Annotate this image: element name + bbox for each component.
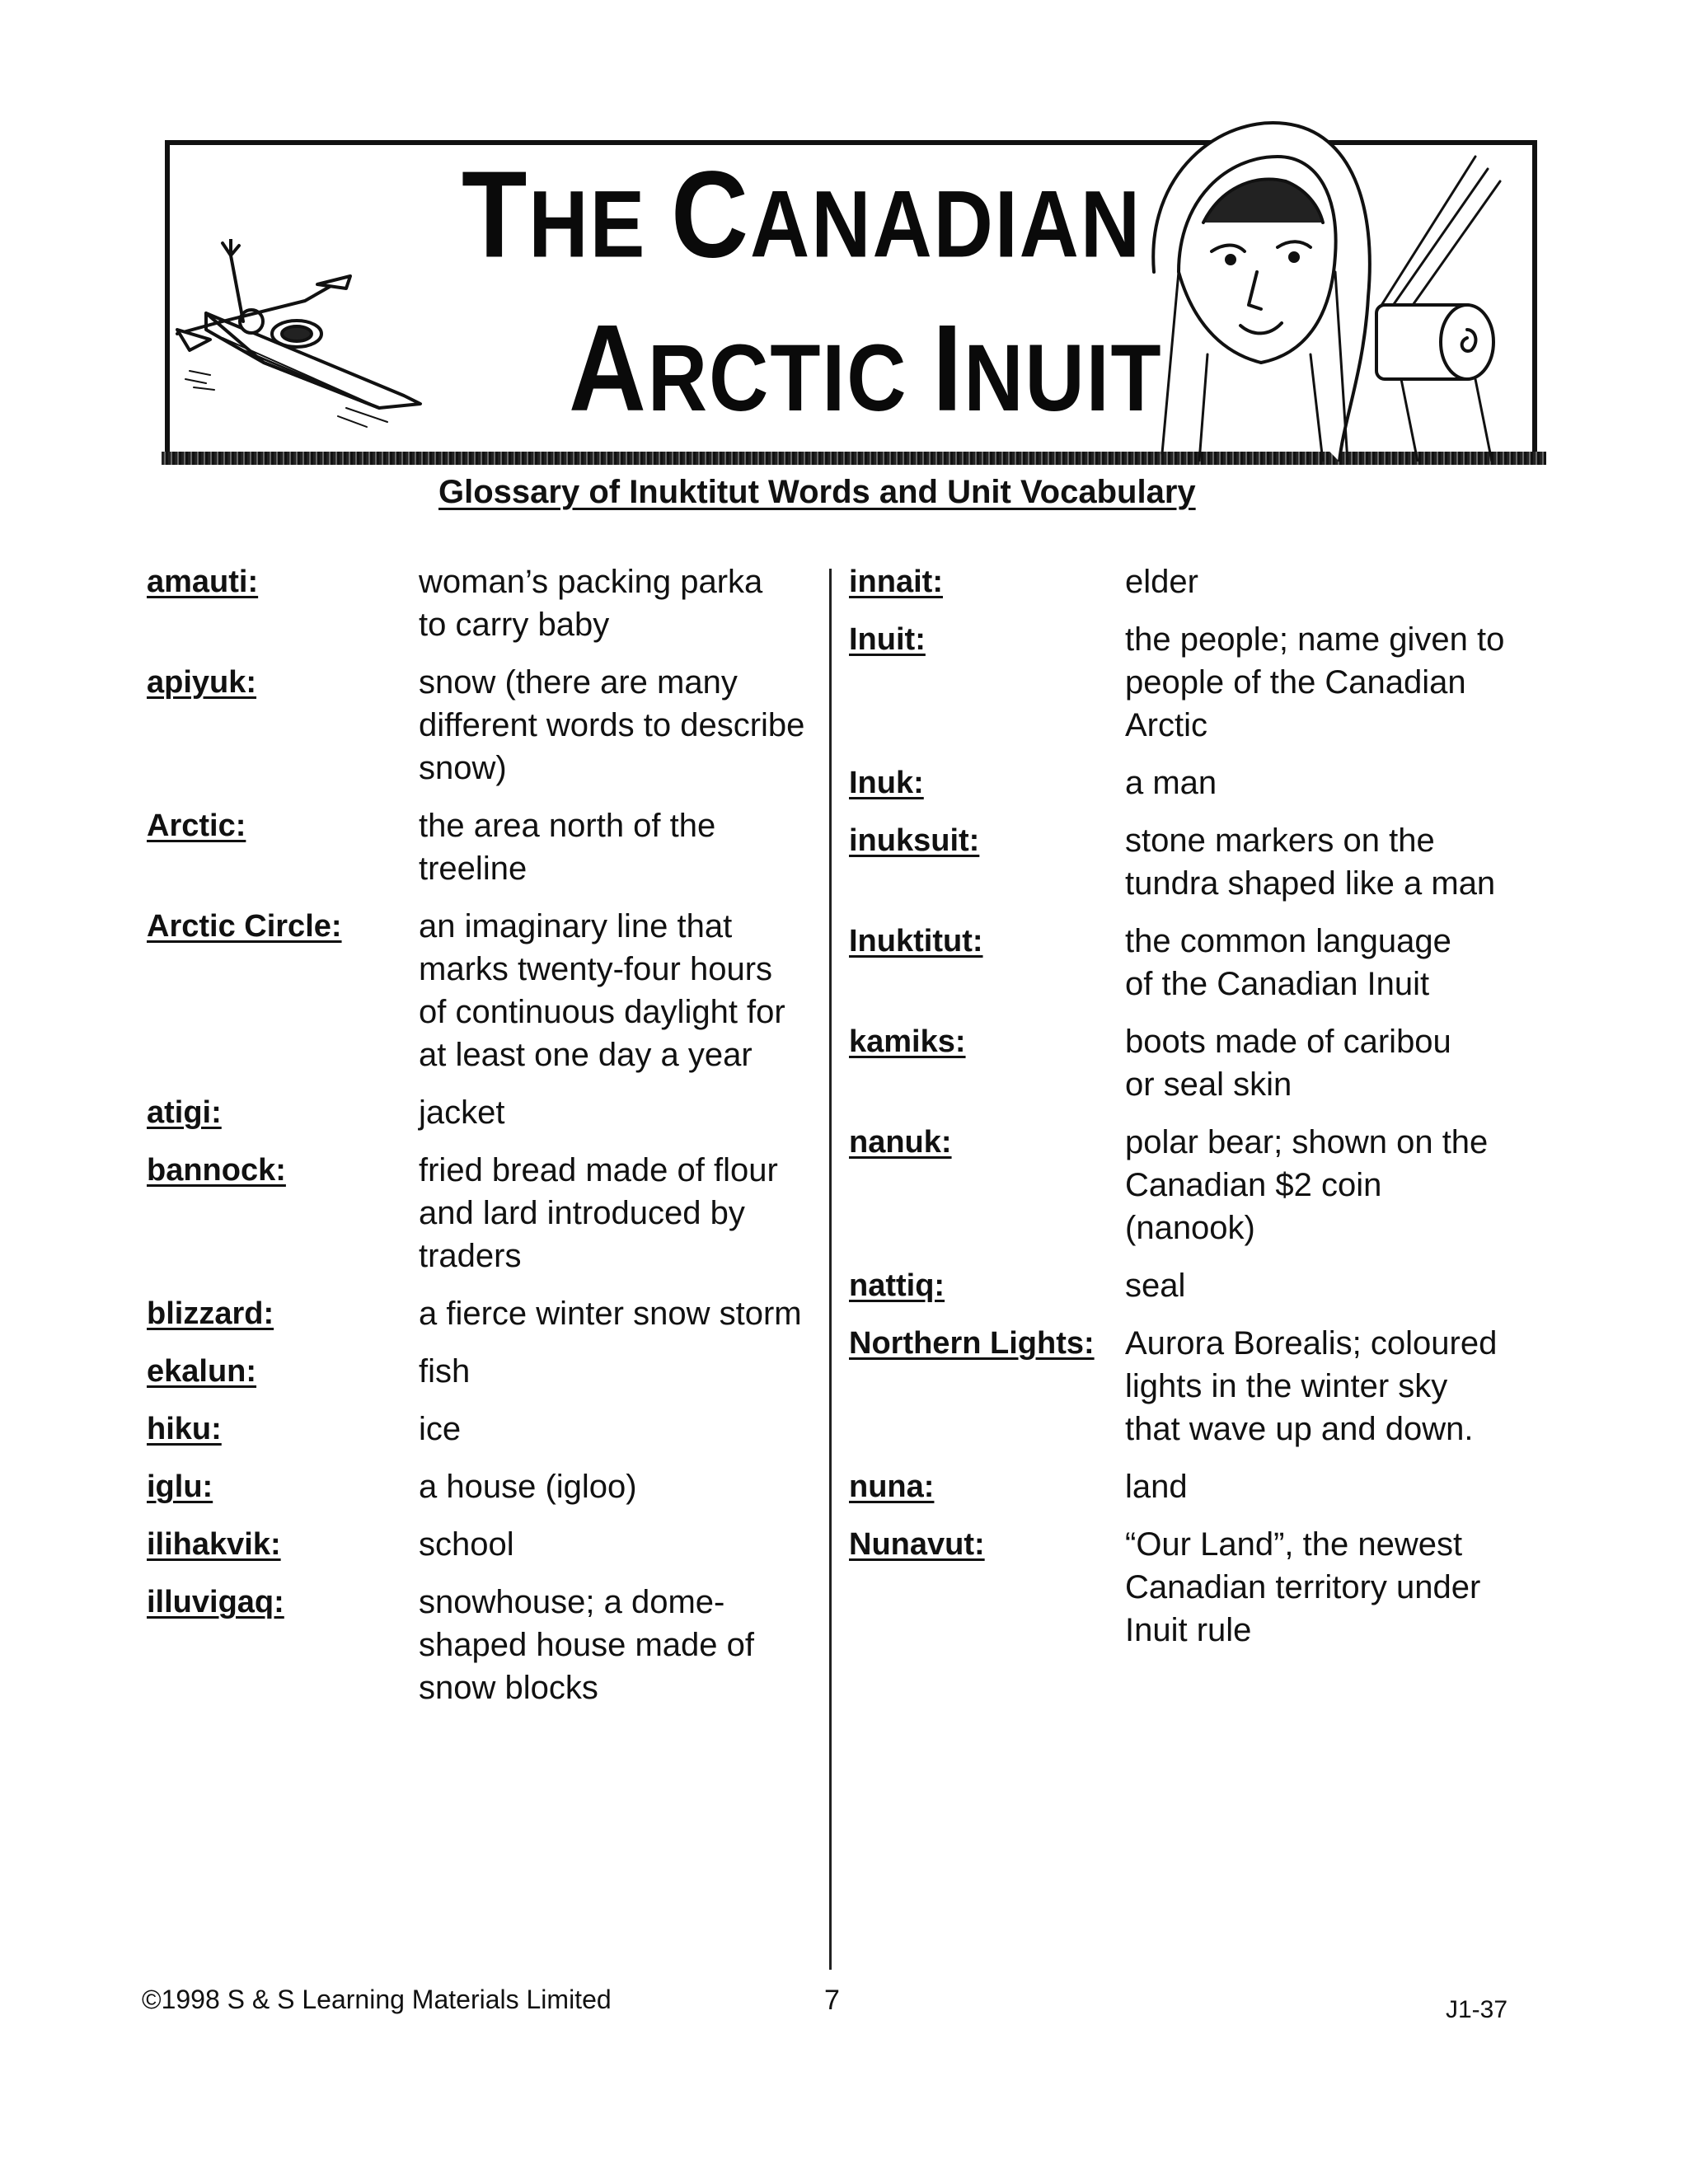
glossary-entry (147, 661, 823, 790)
glossary-definition: the common language of the Canadian Inuit (1125, 923, 1451, 1002)
glossary-subtitle: Glossary of Inuktitut Words and Unit Vocabulary (438, 474, 1196, 510)
glossary-term: nuna: (849, 1469, 935, 1504)
glossary-definition: woman’s packing parka to carry baby (419, 564, 763, 643)
glossary-entry (147, 1149, 823, 1277)
glossary-entry (147, 1091, 823, 1134)
glossary-term: nanuk: (849, 1125, 952, 1160)
glossary-term: Arctic: (147, 808, 246, 843)
glossary-definition: the people; name given to people of the Canadian Arctic (1125, 621, 1505, 743)
glossary-term: kamiks: (849, 1024, 966, 1059)
glossary-column-left (147, 560, 823, 1724)
title-line-1 (462, 144, 1163, 284)
page-title (462, 144, 1163, 437)
glossary-definition: seal (1125, 1268, 1186, 1304)
glossary-term: amauti: (147, 565, 259, 599)
glossary-entry (849, 762, 1558, 804)
glossary-term: atigi: (147, 1095, 222, 1130)
glossary-term: Inuk: (849, 766, 924, 800)
glossary-entry (147, 1523, 823, 1566)
glossary-entry (849, 560, 1558, 603)
glossary-definition: school (419, 1526, 514, 1563)
glossary-entry (147, 560, 823, 646)
title-initial: C (671, 144, 751, 284)
glossary-entry (849, 1322, 1558, 1451)
glossary-definition: snow (there are many different words to describe snow) (419, 664, 805, 786)
glossary-definition: elder (1125, 564, 1198, 600)
title-line-2 (569, 298, 1163, 437)
inuit-man-illustration-icon (1129, 107, 1558, 462)
glossary-definition: land (1125, 1469, 1188, 1505)
glossary-entry (849, 1523, 1558, 1652)
glossary-term: Inuktitut: (849, 924, 983, 958)
glossary-entry (849, 618, 1558, 747)
glossary-entry (849, 1264, 1558, 1307)
glossary-definition: fish (419, 1353, 471, 1390)
title-text: ANADIAN (750, 171, 1142, 278)
glossary-definition: stone markers on the tundra shaped like a man (1125, 823, 1496, 902)
glossary-term: ilihakvik: (147, 1527, 281, 1562)
column-divider (829, 569, 832, 1970)
page-number: 7 (824, 1985, 840, 2016)
glossary-definition: boots made of caribou or seal skin (1125, 1024, 1451, 1103)
glossary-definition: “Our Land”, the newest Canadian territory under Inuit rule (1125, 1526, 1481, 1648)
glossary-term: iglu: (147, 1469, 213, 1504)
glossary-definition: a fierce winter snow storm (419, 1296, 802, 1332)
glossary-entry (147, 1292, 823, 1335)
glossary-entry (147, 1350, 823, 1393)
glossary-column-right (849, 560, 1558, 1666)
glossary-term: illuvigaq: (147, 1585, 284, 1619)
glossary-term: inuksuit: (849, 823, 980, 858)
glossary-term: Nunavut: (849, 1527, 985, 1562)
copyright-notice: ©1998 S & S Learning Materials Limited (142, 1985, 612, 2014)
title-text: NUIT (964, 325, 1163, 432)
glossary-term: Northern Lights: (849, 1326, 1095, 1361)
glossary-entry (849, 819, 1558, 905)
title-text: HE (528, 171, 672, 278)
title-text: RCTIC (647, 325, 933, 432)
glossary-definition: fried bread made of flour and lard introduced by traders (419, 1152, 778, 1274)
glossary-entry (147, 1465, 823, 1508)
glossary-definition: a house (igloo) (419, 1469, 637, 1505)
glossary-term: Inuit: (849, 622, 926, 657)
glossary-term: ekalun: (147, 1354, 257, 1389)
glossary-term: innait: (849, 565, 943, 599)
title-initial: A (569, 298, 648, 437)
glossary-definition: ice (419, 1411, 462, 1447)
glossary-entry (849, 1020, 1558, 1106)
glossary-entry (849, 920, 1558, 1005)
glossary-entry (147, 804, 823, 890)
glossary-term: apiyuk: (147, 665, 257, 700)
glossary-definition: the area north of the treeline (419, 808, 716, 887)
glossary-term: nattiq: (849, 1268, 945, 1303)
glossary-definition: jacket (419, 1094, 505, 1131)
glossary-definition: snowhouse; a dome-shaped house made of snow blocks (419, 1584, 754, 1706)
glossary-entry (147, 1581, 823, 1709)
glossary-entry (147, 1408, 823, 1451)
glossary-definition: an imaginary line that marks twenty-four hours of continuous daylight for at least one day a year (419, 908, 785, 1073)
product-code: J1-37 (1446, 1996, 1508, 2023)
kayak-illustration-icon (173, 239, 552, 437)
glossary-entry (849, 1121, 1558, 1249)
glossary-definition: polar bear; shown on the Canadian $2 coin (nanook) (1125, 1124, 1489, 1246)
title-initial: I (932, 298, 964, 437)
glossary-term: Arctic Circle: (147, 909, 342, 944)
glossary-term: bannock: (147, 1153, 286, 1188)
glossary-definition: Aurora Borealis; coloured lights in the winter sky that wave up and down. (1125, 1325, 1498, 1447)
title-initial: T (462, 144, 529, 284)
glossary-definition: a man (1125, 765, 1217, 801)
glossary-entry (849, 1465, 1558, 1508)
glossary-term: blizzard: (147, 1296, 274, 1331)
glossary-term: hiku: (147, 1412, 222, 1446)
glossary-entry (147, 905, 823, 1076)
